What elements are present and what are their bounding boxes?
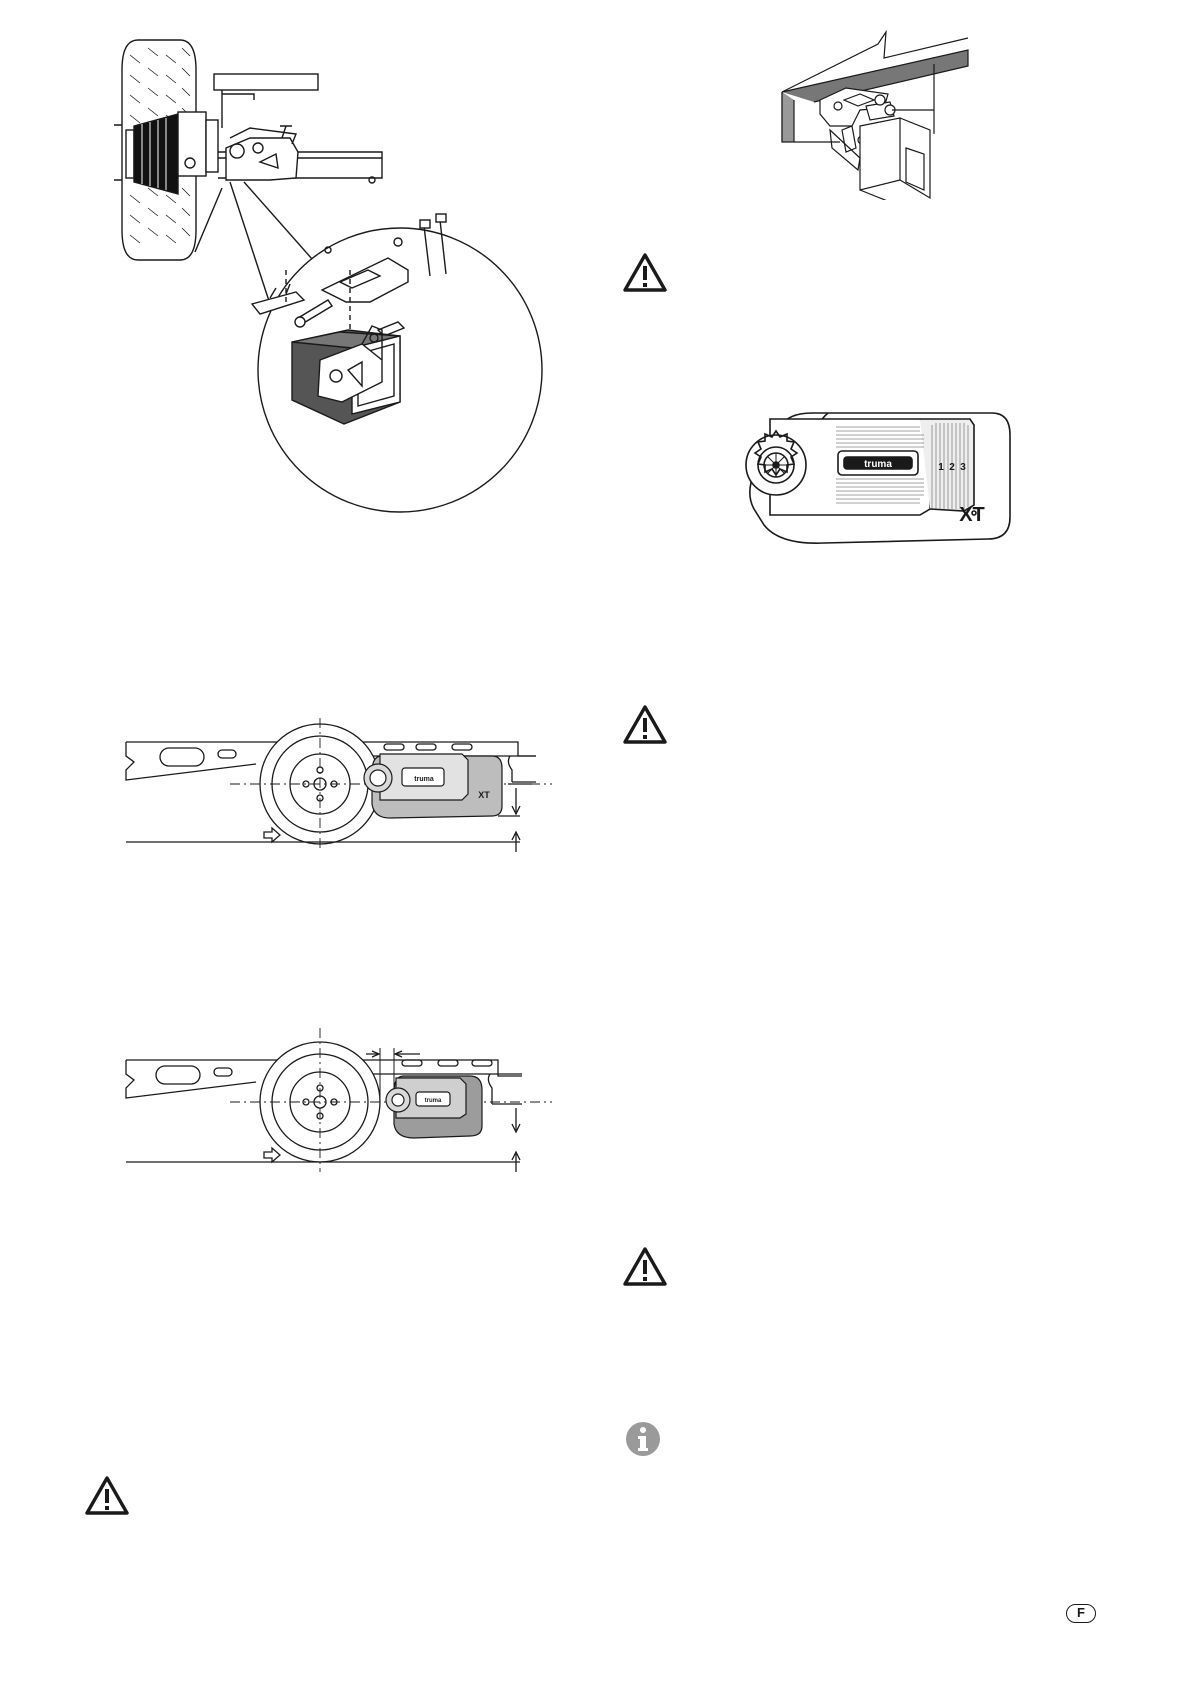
wheel-position-diagram-a	[120, 712, 560, 862]
warning-triangle-icon	[622, 1246, 668, 1288]
level-1: 1	[938, 462, 944, 473]
brand-logo: truma	[864, 459, 892, 470]
wheel-position-diagram-b	[120, 1020, 560, 1180]
level-2: 2	[949, 462, 955, 473]
level-3: 3	[960, 462, 966, 473]
brand-logo: truma	[424, 1098, 442, 1104]
warning-triangle-icon	[622, 252, 668, 294]
warning-triangle-icon	[622, 704, 668, 746]
bracket-clamp-illustration	[780, 30, 970, 200]
model-label: XT	[959, 504, 985, 526]
language-badge: F	[1066, 1604, 1096, 1623]
brand-logo: truma	[414, 776, 434, 783]
control-unit-illustration	[740, 405, 1020, 550]
warning-triangle-icon	[84, 1475, 130, 1517]
model-label: XT	[478, 790, 490, 800]
info-icon	[624, 1420, 662, 1458]
hitch-mount-illustration	[100, 30, 580, 530]
